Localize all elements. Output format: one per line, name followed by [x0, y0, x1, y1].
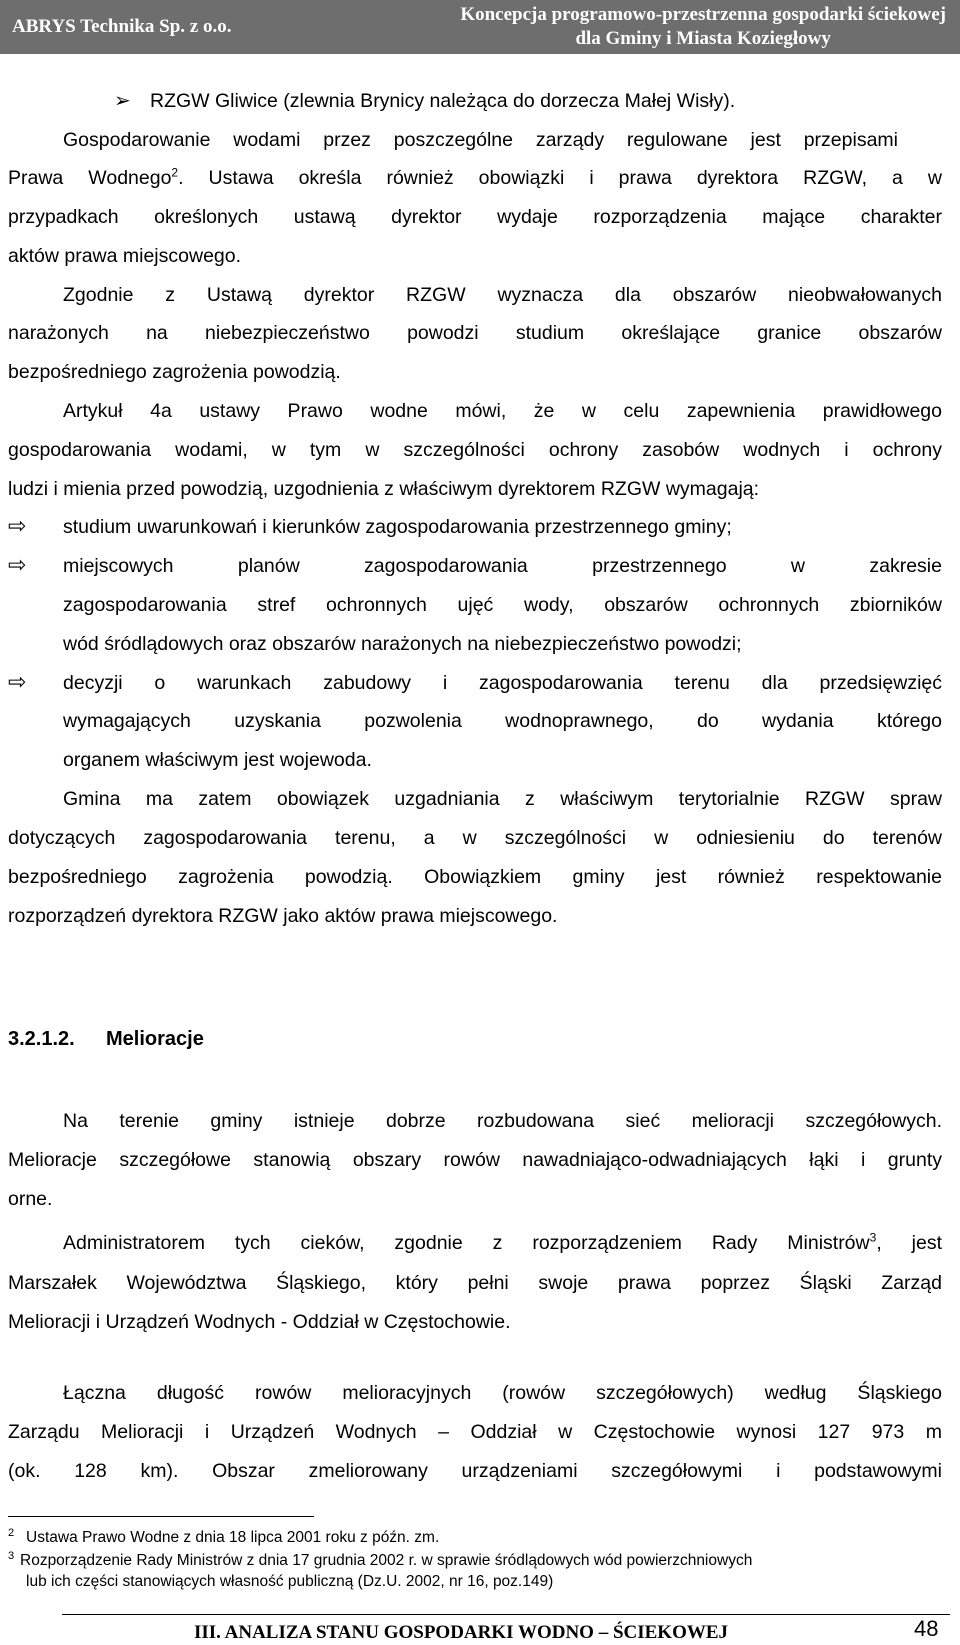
page-number: 48 — [914, 1616, 939, 1641]
footnote-mark: 3 — [8, 1550, 15, 1562]
document-title — [460, 3, 946, 51]
paragraph-line: Zgodnie z Ustawą dyrektor RZGW wyznacza dla obszarów nieobwałowanych — [63, 284, 942, 306]
footnote-2 — [8, 1529, 439, 1547]
list-item: miejscowych planów zagospodarowania przestrzennego w zakresie — [63, 555, 942, 577]
paragraph-line: Administratorem tych cieków, zgodnie z rozporządzeniem Rady Ministrów$^3$, jest — [63, 1230, 942, 1254]
paragraph-line: rozporządzeń dyrektora RZGW jako aktów prawa miejscowego. — [8, 905, 558, 927]
list-item-continued: wymagających uzyskania pozwolenia wodnoprawnego, do wydania którego — [63, 710, 942, 732]
footnote-3 — [8, 1552, 752, 1570]
paragraph-line: Gospodarowanie wodami przez poszczególne zarządy regulowane jest przepisami — [63, 129, 898, 151]
list-item: decyzji o warunkach zabudowy i zagospodarowania terenu dla przedsięwzięć — [63, 672, 942, 694]
paragraph-line: Marszałek Województwa Śląskiego, który pełni swoje prawa poprzez Śląski Zarząd — [8, 1272, 942, 1294]
footnote-ref-2[interactable]: 2 — [171, 165, 179, 180]
paragraph-line: gospodarowania wodami, w tym w szczególności ochrony zasobów wodnych i ochrony — [8, 439, 942, 461]
paragraph-line: orne. — [8, 1188, 53, 1210]
paragraph-line: Artykuł 4a ustawy Prawo wodne mówi, że w celu zapewnienia prawidłowego — [63, 400, 942, 422]
document-title-line-1: Koncepcja programowo-przestrzenna gospodarki ściekowej — [460, 4, 946, 25]
section-number: 3.2.1.2. — [8, 1028, 75, 1050]
list-item-continued: wód śródlądowych oraz obszarów narażonych na niebezpieczeństwo powodzi; — [63, 633, 742, 655]
company-name: ABRYS Technika Sp. z o.o. — [12, 16, 232, 37]
filled-arrowhead-icon: ➢ — [114, 90, 131, 112]
paragraph-line: ludzi i mienia przed powodzią, uzgodnienia z właściwym dyrektorem RZGW wymagają: — [8, 478, 760, 500]
section-heading — [8, 1028, 204, 1051]
footnote-text: Rozporządzenie Rady Ministrów z dnia 17 grudnia 2002 r. w sprawie śródlądowych wód powierzchniowych — [20, 1552, 753, 1569]
paragraph-line: Melioracje szczegółowe stanowią obszary rowów nawadniająco-odwadniających łąki i grunty — [8, 1149, 942, 1171]
paragraph-line: dotyczących zagospodarowania terenu, a w szczególności w odniesieniu do terenów — [8, 827, 942, 849]
paragraph-line: Prawa Wodnego$^2$. Ustawa określa również obowiązki i prawa dyrektora RZGW, a w — [8, 165, 942, 189]
footnote-3-continued: lub ich części stanowiących własność publiczną (Dz.U. 2002, nr 16, poz.149) — [26, 1573, 554, 1590]
hollow-right-arrow-icon: ⇨ — [8, 513, 27, 538]
hollow-right-arrow-icon: ⇨ — [8, 552, 27, 577]
paragraph-line: przypadkach określonych ustawą dyrektor wydaje rozporządzenia mające charakter — [8, 206, 942, 228]
paragraph-line: bezpośredniego zagrożenia powodzią. Obowiązkiem gminy jest również respektowanie — [8, 866, 942, 888]
footnote-mark: 2 — [8, 1527, 15, 1539]
document-title-line-2: dla Gminy i Miasta Koziegłowy — [575, 28, 831, 49]
section-title: Melioracje — [106, 1028, 204, 1050]
paragraph-line: bezpośredniego zagrożenia powodzią. — [8, 361, 341, 383]
paragraph-line: Na terenie gminy istnieje dobrze rozbudowana sieć melioracji szczegółowych. — [63, 1110, 942, 1132]
footer-rule — [62, 1614, 950, 1615]
hollow-right-arrow-icon: ⇨ — [8, 669, 27, 694]
footnote-separator — [8, 1516, 314, 1517]
footnote-text: Ustawa Prawo Wodne z dnia 18 lipca 2001 roku z późn. zm. — [26, 1529, 440, 1546]
paragraph-line: Zarządu Melioracji i Urządzeń Wodnych – Oddział w Częstochowie wynosi 127 973 m — [8, 1421, 942, 1443]
footnote-ref-3[interactable]: 3 — [869, 1230, 877, 1245]
paragraph-line: aktów prawa miejscowego. — [8, 245, 242, 267]
chapter-title: III. ANALIZA STANU GOSPODARKI WODNO – ŚCIEKOWEJ — [194, 1622, 729, 1643]
list-item-continued: zagospodarowania stref ochronnych ujęć wody, obszarów ochronnych zbiorników — [63, 594, 942, 616]
paragraph-line: Melioracji i Urządzeń Wodnych - Oddział w Częstochowie. — [8, 1311, 511, 1333]
paragraph-line: narażonych na niebezpieczeństwo powodzi studium określające granice obszarów — [8, 322, 942, 344]
list-item-continued: organem właściwym jest wojewoda. — [63, 749, 372, 771]
paragraph-line: (ok. 128 km). Obszar zmeliorowany urządzeniami szczegółowymi i podstawowymi — [8, 1460, 942, 1482]
paragraph-line: Gmina ma zatem obowiązek uzgadniania z właściwym terytorialnie RZGW spraw — [63, 788, 942, 810]
page-header — [0, 0, 960, 54]
list-item: studium uwarunkowań i kierunków zagospodarowania przestrzennego gminy; — [63, 516, 732, 538]
rzgw-bullet-item: RZGW Gliwice (zlewnia Brynicy należąca do dorzecza Małej Wisły). — [150, 90, 736, 112]
paragraph-line: Łączna długość rowów melioracyjnych (rowów szczegółowych) według Śląskiego — [63, 1382, 942, 1404]
